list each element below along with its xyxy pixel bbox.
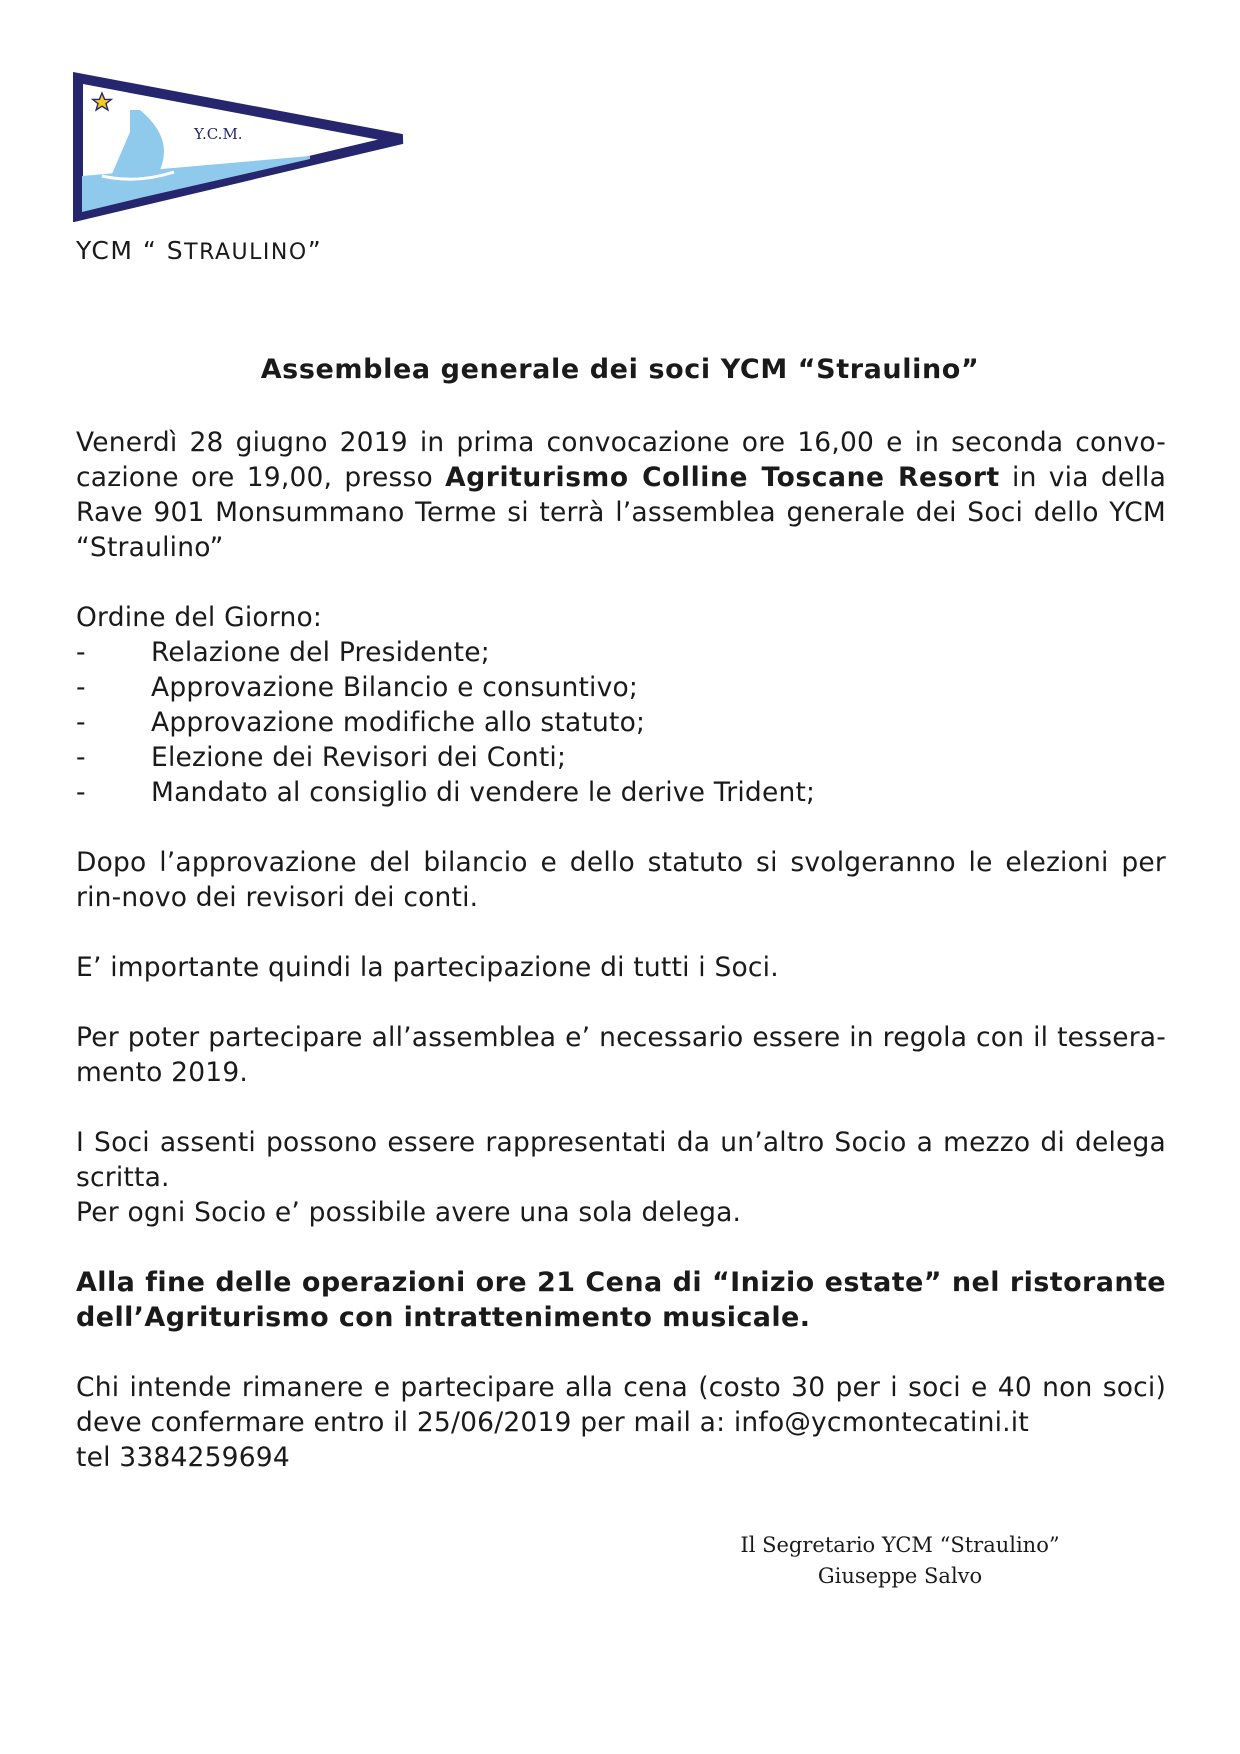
agenda-item-label: Mandato al consiglio di vendere le derive Trident; <box>151 777 816 808</box>
proxy-line-1: I Soci assenti possono essere rappresentati da un’altro Socio a mezzo di delega scritta. <box>76 1127 1166 1193</box>
signature-block <box>670 1530 1130 1592</box>
bullet: - <box>76 777 86 808</box>
intro-text-1: Venerdì 28 giugno 2019 in prima convocazione ore 16,00 e in seconda convo-cazione ore 19,00, presso <box>76 427 1166 493</box>
after-approval-paragraph: Dopo l’approvazione del bilancio e dello statuto si svolgeranno le elezioni per rin-novo dei revisori dei conti. <box>76 847 1166 913</box>
club-name <box>76 236 322 265</box>
agenda-item <box>76 670 1166 705</box>
agenda-item <box>76 740 1166 775</box>
agenda-item <box>76 635 1166 670</box>
signature-role: Il Segretario YCM “Straulino” <box>740 1533 1060 1557</box>
contact-line-1: Chi intende rimanere e partecipare alla cena (costo 30 per i soci e 40 non soci) deve confermare entro il 25/06/2019 per mail a: info@ycmontecatini.it <box>76 1372 1166 1438</box>
bullet: - <box>76 672 86 703</box>
agenda-item <box>76 705 1166 740</box>
club-name-prefix: YCM <box>76 236 134 265</box>
bullet: - <box>76 742 86 773</box>
proxy-paragraph <box>76 1125 1166 1230</box>
agenda-heading: Ordine del Giorno: <box>76 602 322 633</box>
page-title: Assemblea generale dei soci YCM “Straulino” <box>260 354 980 385</box>
importance-paragraph: E’ importante quindi la partecipazione di tutti i Soci. <box>76 952 779 983</box>
membership-paragraph: Per poter partecipare all’assemblea e’ necessario essere in regola con il tessera-mento 2019. <box>76 1022 1166 1088</box>
dinner-announcement: Alla fine delle operazioni ore 21 Cena di “Inizio estate” nel ristorante dell’Agriturismo con intrattenimento musicale. <box>76 1267 1166 1333</box>
contact-phone: tel 3384259694 <box>76 1442 290 1473</box>
contact-paragraph <box>76 1370 1166 1475</box>
agenda-item-label: Elezione dei Revisori dei Conti; <box>151 742 567 773</box>
intro-paragraph <box>76 425 1166 565</box>
agenda-item-label: Approvazione modifiche allo statuto; <box>151 707 646 738</box>
proxy-line-2: Per ogni Socio e’ possibile avere una sola delega. <box>76 1197 742 1228</box>
agenda-item <box>76 775 1166 810</box>
agenda-list <box>76 635 1166 810</box>
open-quote: “ <box>142 236 158 265</box>
close-quote: ” <box>307 236 323 265</box>
agenda-item-label: Approvazione Bilancio e consuntivo; <box>151 672 639 703</box>
club-name-main: STRAULINO <box>166 236 308 265</box>
ycm-burgee-logo <box>72 72 412 222</box>
bullet: - <box>76 637 86 668</box>
burgee-text: Y.C.M. <box>194 125 243 143</box>
bullet: - <box>76 707 86 738</box>
agenda-section <box>76 600 1166 810</box>
signature-name: Giuseppe Salvo <box>817 1564 983 1588</box>
venue-name: Agriturismo Colline Toscane Resort <box>445 462 1000 493</box>
intro-text-2: in via della Rave 901 Monsummano Terme si terrà l’assemblea generale dei Soci dello YCM “Straulino” <box>76 462 1167 563</box>
agenda-item-label: Relazione del Presidente; <box>151 637 490 668</box>
